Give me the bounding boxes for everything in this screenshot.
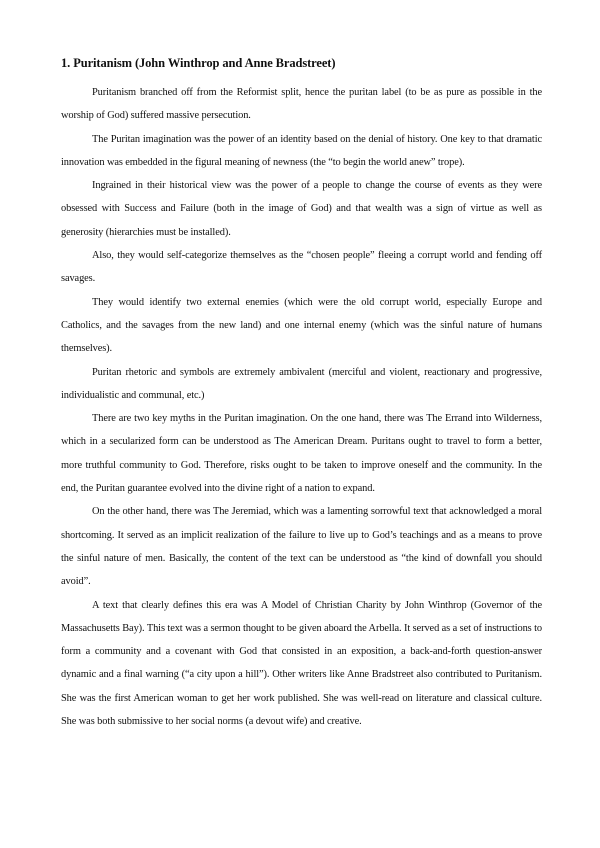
paragraph-historical-view: Ingrained in their historical view was the power of a people to change the course of events as they were obsessed with Success and Failure (both in the image of God) and that wealth was a sign of virtue as well as generosity (hierarchies must be installed).: [61, 180, 542, 238]
paragraph-rhetoric: Puritan rhetoric and symbols are extremely ambivalent (merciful and violent, reactionary and progressive, individualistic and communal, etc.): [61, 366, 542, 401]
document-body: [61, 55, 542, 733]
paragraph-puritan-imagination: The Puritan imagination was the power of an identity based on the denial of history. One key to that dramatic innovation was embedded in the figural meaning of newness (the “to begin the world anew” trope).: [61, 133, 542, 168]
paragraph-jeremiad: On the other hand, there was The Jeremiad, which was a lamenting sorrowful text that acknowledged a moral shortcoming. It served as an implicit realization of the failure to live up to God’s teachings and as a means to prove the sinful nature of men. Basically, the content of the text can be understood as “the kind of downfall you should avoid”.: [61, 506, 542, 588]
paragraph-puritanism-origin: Puritanism branched off from the Reformist split, hence the puritan label (to be as pure as possible in the worship of God) suffered massive persecution.: [61, 87, 542, 122]
paragraph-enemies: They would identify two external enemies (which were the old corrupt world, especially Europe and Catholics, and the savages from the new land) and one internal enemy (which was the sinful nature of humans themselves).: [61, 296, 542, 355]
section-heading: 1. Puritanism (John Winthrop and Anne Bradstreet): [61, 56, 336, 70]
paragraph-chosen-people: Also, they would self-categorize themselves as the “chosen people” fleeing a corrupt world and fending off savages.: [61, 250, 542, 285]
paragraph-model-of-christian-charity: A text that clearly defines this era was A Model of Christian Charity by John Winthrop (Governor of the Massachusetts Bay). This text was a sermon thought to be given aboard the Arbella. It served as a set of instructions to form a community and a covenant with God that consisted in an exposition, a back-and-forth question-answer dynamic and a final warning (“a city upon a hill”). Other writers like Anne Bradstreet also contributed to Puritanism. She was the first American woman to get her work published. She was well-read on literature and classical culture. She was both submissive to her social norms (a devout wife) and creative.: [61, 599, 542, 728]
paragraph-errand-into-wilderness: There are two key myths in the Puritan imagination. On the one hand, there was The Errand into Wilderness, which in a secularized form can be understood as The American Dream. Puritans ought to travel to form a better, more truthful community to God. Therefore, risks ought to be taken to improve oneself and the community. In the end, the Puritan guarantee evolved into the divine right of a nation to expand.: [61, 413, 542, 495]
